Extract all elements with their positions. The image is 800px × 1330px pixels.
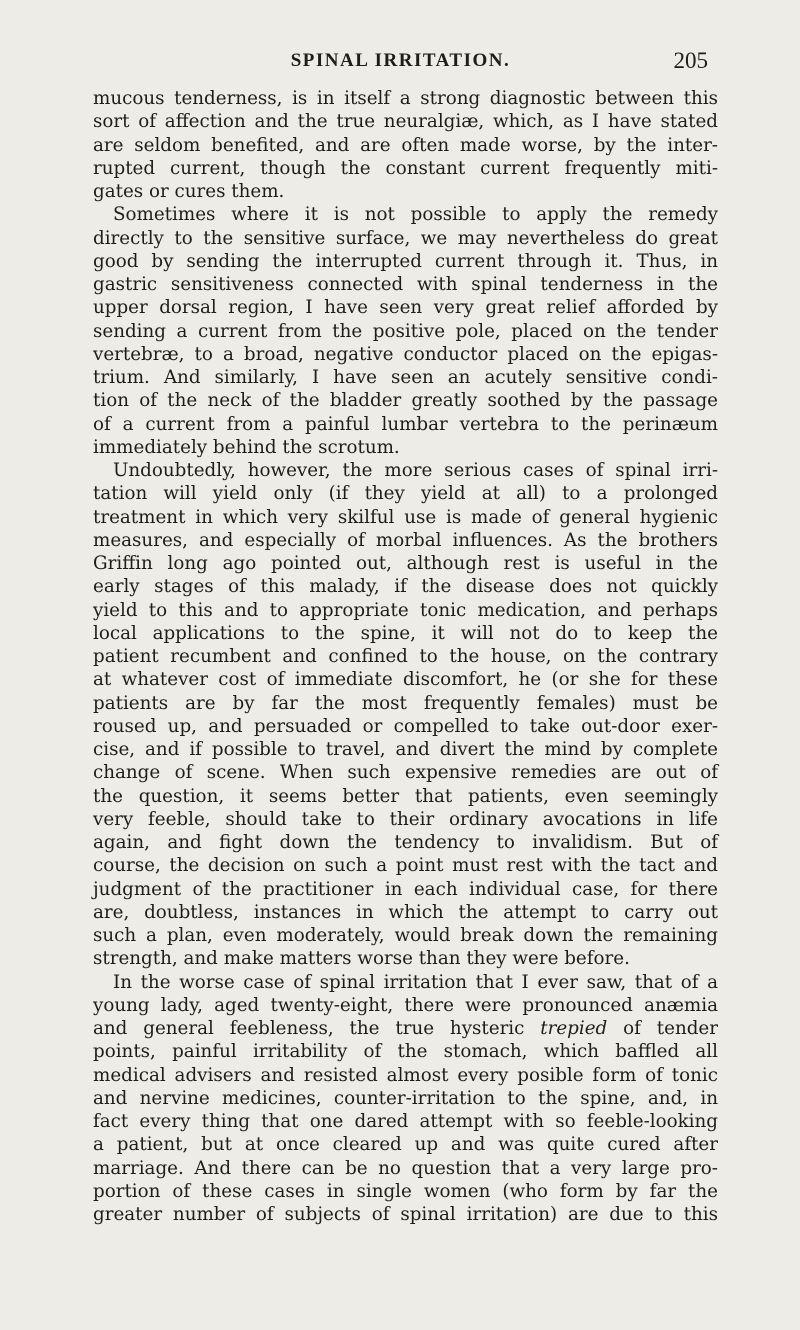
text-line: the question, it seems better that patients, even seemingly: [93, 785, 718, 807]
text-line: tation will yield only (if they yield at all) to a prolonged: [93, 483, 718, 505]
text-line: again, and fight down the tendency to invalidism. But of: [93, 832, 718, 853]
running-head: [93, 48, 708, 76]
text-line: change of scene. When such expensive remedies are out of: [93, 762, 718, 784]
text-line: such a plan, even moderately, would break down the remaining: [93, 925, 718, 946]
body-text: [93, 87, 718, 1226]
text-line: and nervine medicines, counter-irritation to the spine, and, in: [93, 1087, 718, 1109]
text-line: strength, and make matters worse than they were before.: [93, 948, 630, 970]
paragraph-first-line: Undoubtedly, however, the more serious cases of spinal irri-: [113, 460, 718, 481]
text-line: treatment in which very skilful use is made of general hygienic: [93, 506, 718, 528]
text-line: directly to the sensitive surface, we may nevertheless do great: [93, 227, 718, 249]
text-line: judgment of the practitioner in each individual case, for there: [93, 878, 718, 900]
paragraph-first-line: Sometimes where it is not possible to apply the remedy: [113, 204, 718, 226]
chapter-title: SPINAL IRRITATION.: [290, 50, 511, 71]
text-line: mucous tenderness, is in itself a strong diagnostic between this: [93, 88, 718, 109]
text-line: yield to this and to appropriate tonic medication, and perhaps: [93, 599, 718, 621]
text-line: course, the decision on such a point must rest with the tact and: [93, 855, 718, 877]
page-number: 205: [673, 48, 708, 73]
text-line: young lady, aged twenty-eight, there were pronounced anæmia: [93, 994, 718, 1016]
text-line: early stages of this malady, if the disease does not quickly: [93, 576, 718, 598]
text-line: points, painful irritability of the stomach, which baffled all: [93, 1041, 718, 1063]
text-line: trium. And similarly, I have seen an acutely sensitive condi-: [93, 367, 718, 388]
text-line: at whatever cost of immediate discomfort, he (or she for these: [93, 669, 718, 691]
text-line: tion of the neck of the bladder greatly soothed by the passage: [93, 390, 718, 412]
text-line: vertebræ, to a broad, negative conductor placed on the epigas-: [93, 343, 718, 365]
text-line: portion of these cases in single women (who form by far the: [93, 1180, 718, 1202]
text-line: Griffin long ago pointed out, although rest is useful in the: [93, 553, 718, 574]
text-line: measures, and especially of morbal influences. As the brothers: [93, 529, 718, 551]
text-line: very feeble, should take to their ordinary avocations in life: [93, 808, 718, 830]
text-segment: and general feebleness, the true hysteric: [93, 1018, 541, 1039]
text-line: immediately behind the scrotum.: [93, 436, 400, 458]
text-line: sending a current from the positive pole, placed on the tender: [93, 320, 718, 342]
text-line: are seldom benefited, and are often made worse, by the inter-: [93, 134, 718, 156]
text-line: [93, 1017, 718, 1040]
text-line: cise, and if possible to travel, and divert the mind by complete: [93, 739, 718, 760]
text-line: medical advisers and resisted almost every posible form of tonic: [93, 1064, 718, 1086]
text-line: gates or cures them.: [93, 181, 285, 202]
italic-word: trepied: [540, 1018, 608, 1039]
text-line: gastric sensitiveness connected with spinal tenderness in the: [93, 274, 718, 295]
text-line: marriage. And there can be no question that a very large pro-: [93, 1157, 718, 1179]
text-line: are, doubtless, instances in which the attempt to carry out: [93, 901, 718, 923]
text-line: of a current from a painful lumbar vertebra to the perinæum: [93, 413, 718, 435]
text-line: sort of affection and the true neuralgiæ, which, as I have stated: [93, 111, 718, 133]
text-line: roused up, and persuaded or compelled to take out-door exer-: [93, 715, 718, 737]
text-line: rupted current, though the constant current frequently miti-: [93, 157, 718, 179]
text-line: patient recumbent and confined to the house, on the contrary: [93, 646, 718, 667]
text-line: good by sending the interrupted current through it. Thus, in: [93, 250, 718, 272]
text-line: greater number of subjects of spinal irritation) are due to this: [93, 1204, 718, 1225]
text-line: a patient, but at once cleared up and was quite cured after: [93, 1134, 718, 1156]
text-line: local applications to the spine, it will not do to keep the: [93, 622, 718, 644]
text-line: upper dorsal region, I have seen very great relief afforded by: [93, 297, 718, 319]
text-line: fact every thing that one dared attempt with so feeble-looking: [93, 1111, 718, 1132]
paragraph-first-line: In the worse case of spinal irritation that I ever saw, that of a: [113, 971, 718, 993]
text-line: patients are by far the most frequently females) must be: [93, 692, 718, 714]
text-segment: of tender: [607, 1018, 718, 1039]
